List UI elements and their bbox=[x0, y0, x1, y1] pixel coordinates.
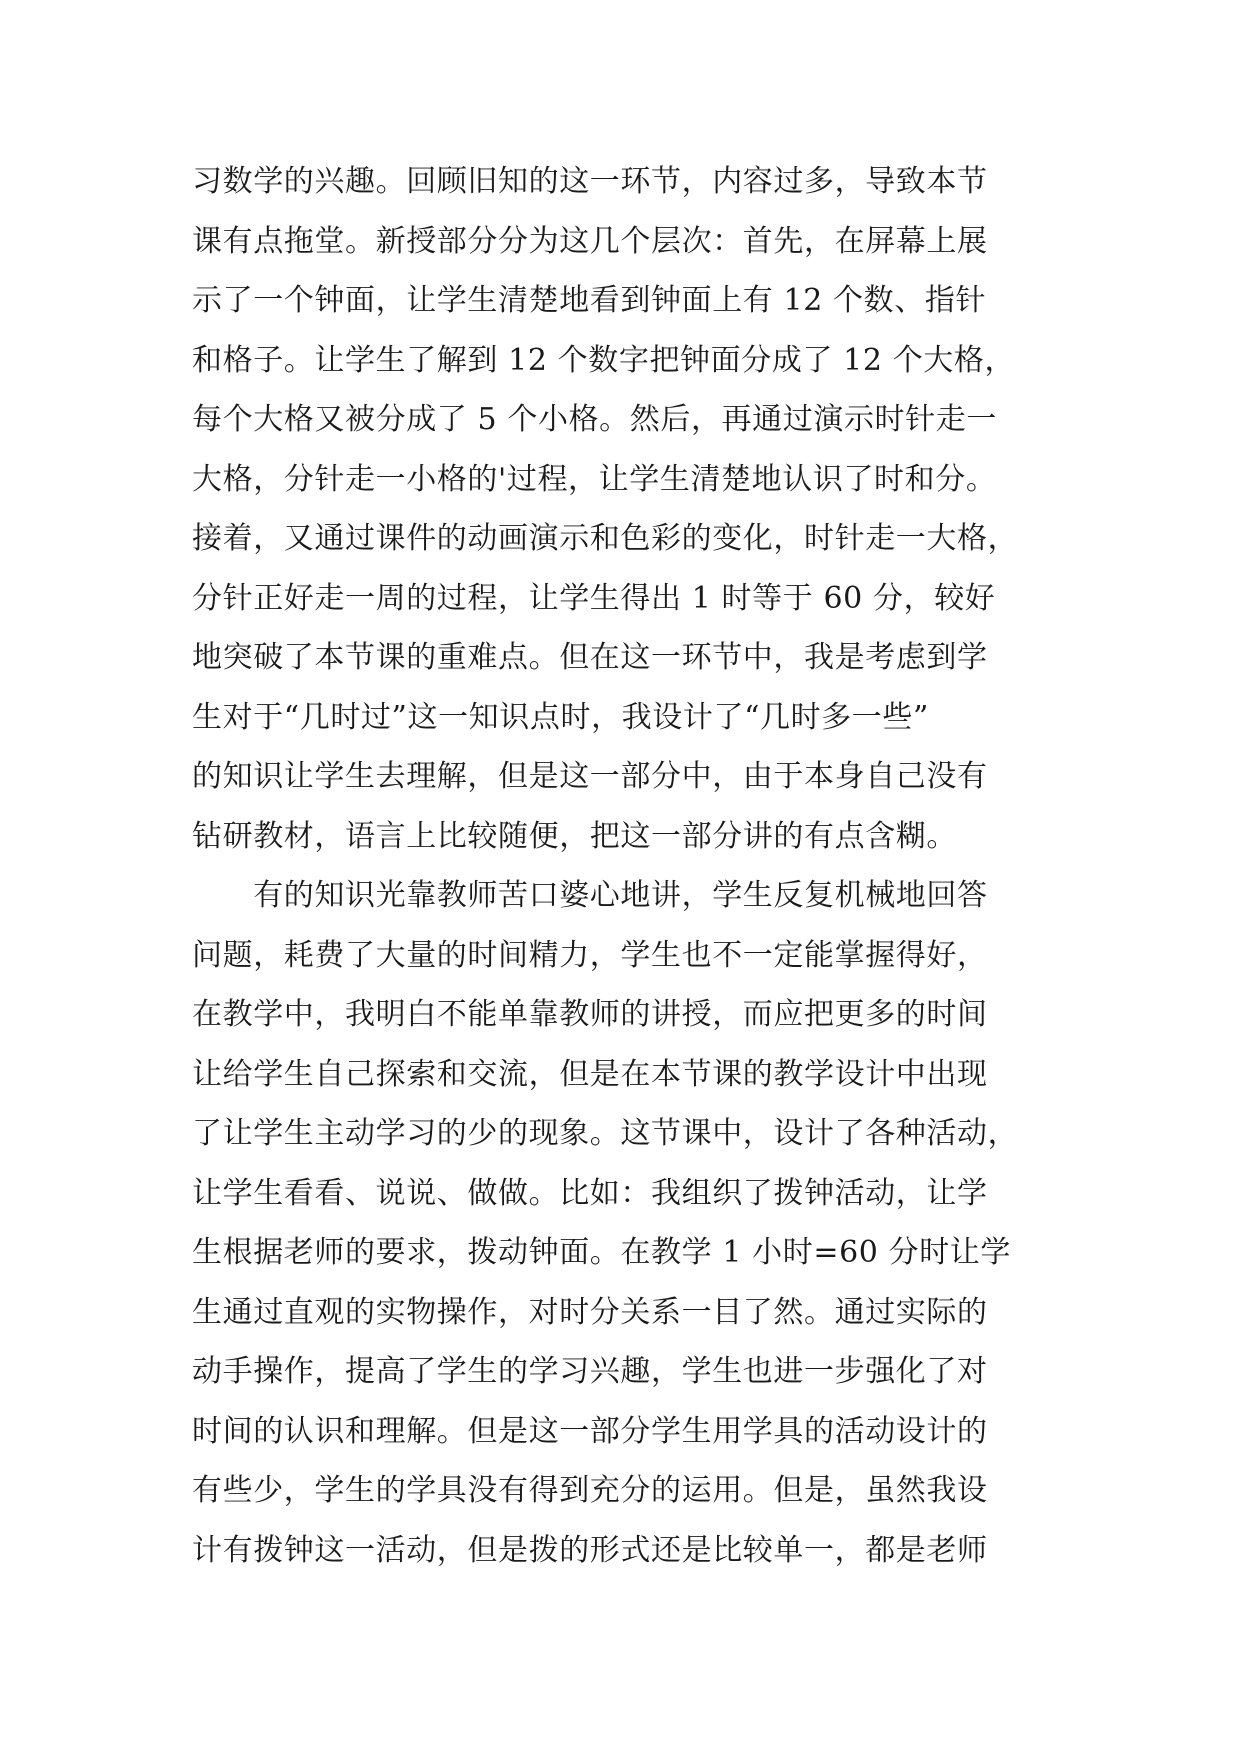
text-line: 时间的认识和理解。但是这一部分学生用学具的活动设计的 bbox=[192, 1413, 988, 1449]
text-line: 让给学生自己探索和交流，但是在本节课的教学设计中出现 bbox=[192, 1056, 988, 1092]
text-line: 动手操作，提高了学生的学习兴趣，学生也进一步强化了对 bbox=[192, 1354, 988, 1389]
text-line: 地突破了本节课的重难点。但在这一环节中，我是考虑到学 bbox=[192, 640, 988, 675]
text-line: 接着，又通过课件的动画演示和色彩的变化，时针走一大格， bbox=[192, 521, 1019, 556]
text-line: 习数学的兴趣。回顾旧知的这一环节，内容过多，导致本节 bbox=[192, 164, 988, 199]
text-line: 钻研教材，语言上比较随便，把这一部分讲的有点含糊。 bbox=[192, 818, 957, 854]
text-line: 生通过直观的实物操作，对时分关系一目了然。通过实际的 bbox=[192, 1294, 988, 1330]
text-line: 让学生看看、说说、做做。比如：我组织了拨钟活动，让学 bbox=[192, 1175, 988, 1211]
text-line: 大格，分针走一小格的'过程，让学生清楚地认识了时和分。 bbox=[192, 461, 997, 497]
text-line: 生对于“几时过”这一知识点时，我设计了“几时多一些” bbox=[192, 699, 929, 735]
text-line: 分针正好走一周的过程，让学生得出 1 时等于 60 分，较好 bbox=[192, 580, 996, 616]
text-line: 问题，耗费了大量的时间精力，学生也不一定能掌握得好， bbox=[192, 937, 988, 973]
text-line: 课有点拖堂。新授部分分为这几个层次：首先，在屏幕上展 bbox=[192, 223, 988, 259]
text-line: 计有拨钟这一活动，但是拨的形式还是比较单一，都是老师 bbox=[192, 1532, 988, 1568]
body-text bbox=[192, 152, 1052, 1580]
text-line: 了让学生主动学习的少的现象。这节课中，设计了各种活动， bbox=[192, 1116, 1019, 1151]
text-line: 在教学中，我明白不能单靠教师的讲授，而应把更多的时间 bbox=[192, 997, 988, 1032]
text-line: 和格子。让学生了解到 12 个数字把钟面分成了 12 个大格， bbox=[192, 342, 1016, 378]
text-line: 的知识让学生去理解，但是这一部分中，由于本身自己没有 bbox=[192, 759, 988, 794]
text-line: 生根据老师的要求，拨动钟面。在教学 1 小时=60 分时让学 bbox=[192, 1235, 1012, 1270]
text-line: 示了一个钟面，让学生清楚地看到钟面上有 12 个数、指针 bbox=[192, 283, 987, 318]
text-line: 每个大格又被分成了 5 个小格。然后，再通过演示时针走一 bbox=[192, 402, 997, 437]
text-line: 有些少，学生的学具没有得到充分的运用。但是，虽然我设 bbox=[192, 1473, 988, 1508]
paragraph-start-line: 有的知识光靠教师苦口婆心地讲，学生反复机械地回答 bbox=[192, 878, 988, 913]
